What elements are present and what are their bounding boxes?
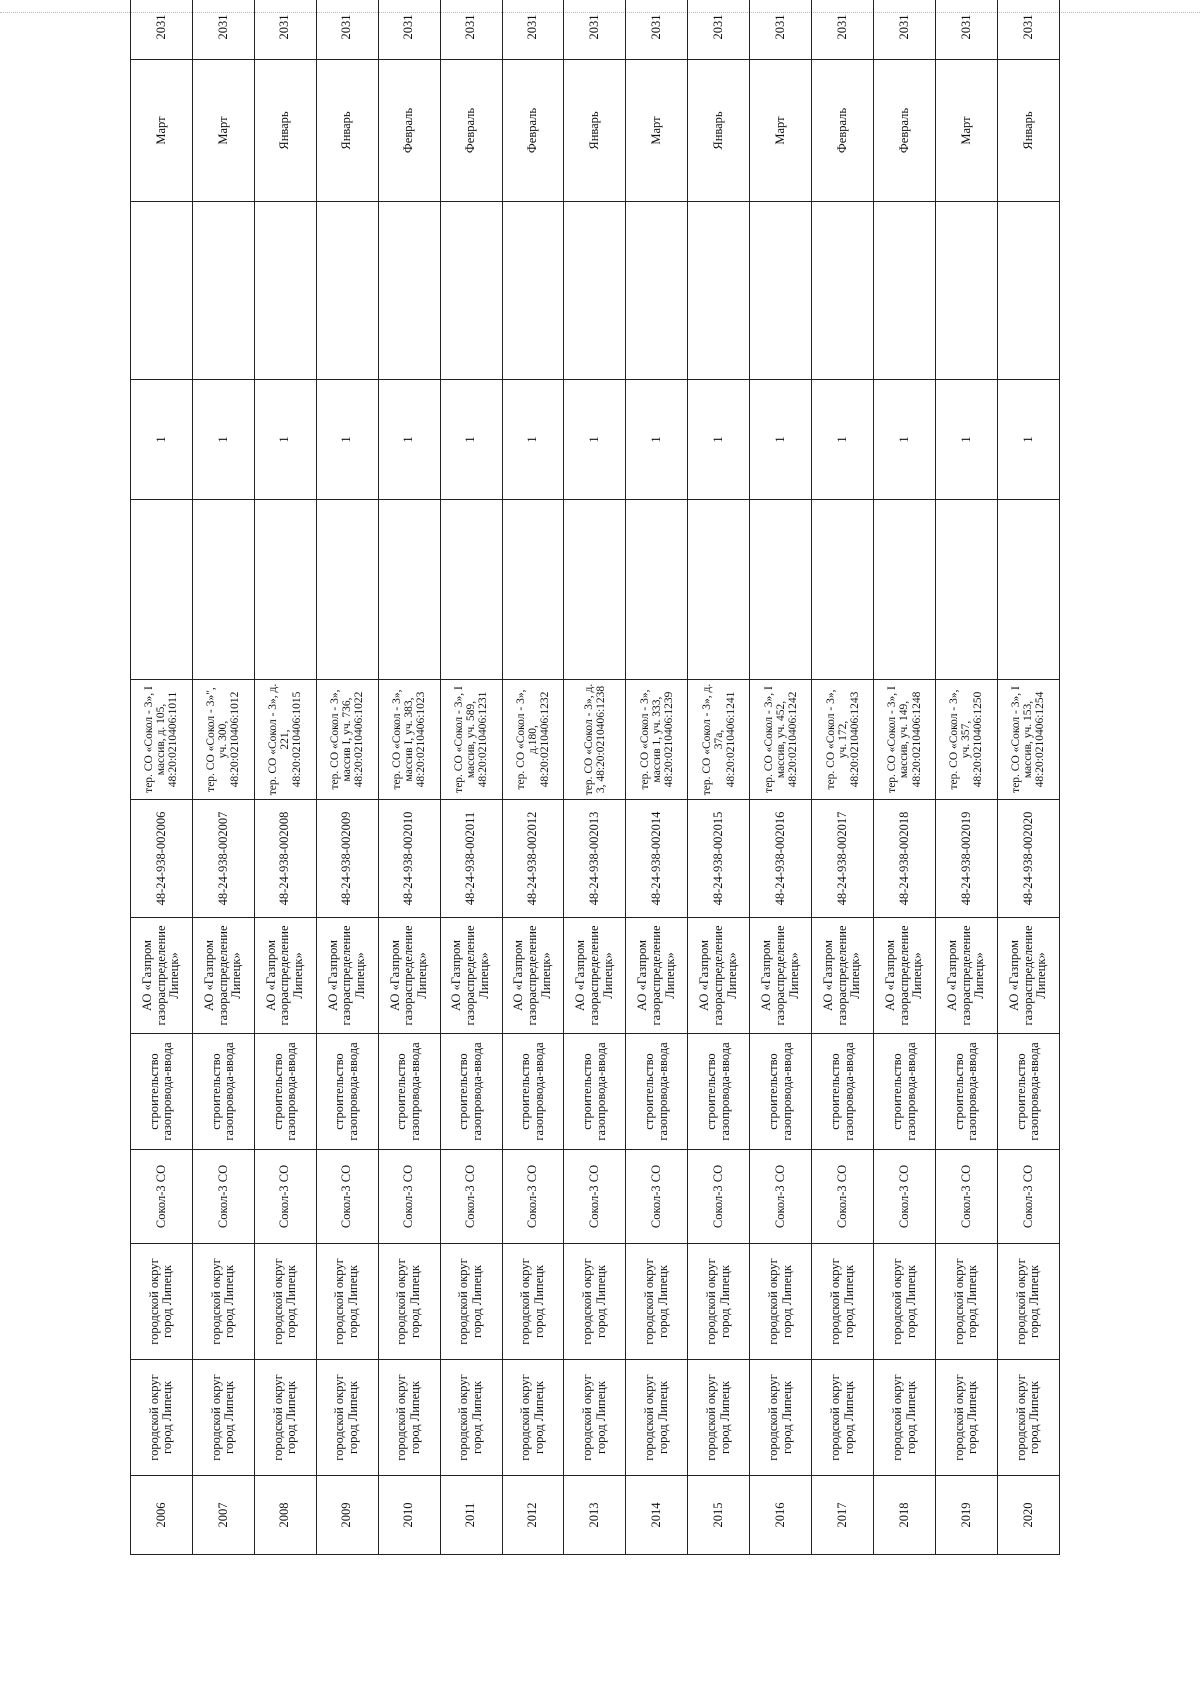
table-row — [564, 0, 626, 1555]
cell-d1: городской округ город Липецк — [750, 1360, 812, 1476]
cell-org: АО «Газпром газораспределение Липецк» — [812, 918, 874, 1034]
cell-code: 48-24-938-002011 — [440, 800, 502, 918]
cell-empty — [564, 500, 626, 680]
cell-addr: тер. СО «Сокол - 3», д.180, 48:20:0210406:1232 — [502, 680, 564, 800]
cell-code: 48-24-938-002006 — [131, 800, 193, 918]
cell-d2: городской округ город Липецк — [564, 1244, 626, 1360]
cell-d2: городской округ город Липецк — [626, 1244, 688, 1360]
cell-year: 2031 — [502, 0, 564, 60]
table-row — [750, 0, 812, 1555]
cell-work: строительство газопровода-ввода — [688, 1034, 750, 1150]
cell-year: 2031 — [131, 0, 193, 60]
cell-qty: 1 — [502, 380, 564, 500]
cell-so: Сокол-3 СО — [564, 1150, 626, 1244]
cell-qty: 1 — [254, 380, 316, 500]
cell-empty — [874, 500, 936, 680]
cell-code: 48-24-938-002015 — [688, 800, 750, 918]
cell-qty: 1 — [935, 380, 997, 500]
cell-d1: городской округ город Липецк — [131, 1360, 193, 1476]
cell-code: 48-24-938-002012 — [502, 800, 564, 918]
cell-work: строительство газопровода-ввода — [935, 1034, 997, 1150]
cell-num: 2018 — [874, 1476, 936, 1555]
cell-empty — [131, 500, 193, 680]
cell-empty — [750, 500, 812, 680]
cell-addr: тер. СО «Сокол - 3», I массив, уч. 153, 48:20:0210406:1254 — [997, 680, 1059, 800]
cell-d1: городской округ город Липецк — [935, 1360, 997, 1476]
cell-addr: тер. СО «Сокол - 3», д. 37а, 48:20:0210406:1241 — [688, 680, 750, 800]
cell-blank — [750, 202, 812, 380]
cell-org: АО «Газпром газораспределение Липецк» — [254, 918, 316, 1034]
cell-blank — [254, 202, 316, 380]
cell-d2: городской округ город Липецк — [874, 1244, 936, 1360]
cell-d1: городской округ город Липецк — [316, 1360, 378, 1476]
table-row — [378, 0, 440, 1555]
cell-so: Сокол-3 СО — [812, 1150, 874, 1244]
cell-org: АО «Газпром газораспределение Липецк» — [440, 918, 502, 1034]
cell-d1: городской округ город Липецк — [254, 1360, 316, 1476]
cell-d1: городской округ город Липецк — [874, 1360, 936, 1476]
cell-year: 2031 — [316, 0, 378, 60]
cell-month: Январь — [688, 60, 750, 202]
cell-empty — [812, 500, 874, 680]
cell-so: Сокол-3 СО — [502, 1150, 564, 1244]
cell-month: Январь — [316, 60, 378, 202]
cell-year: 2031 — [564, 0, 626, 60]
cell-qty: 1 — [750, 380, 812, 500]
cell-d2: городской округ город Липецк — [131, 1244, 193, 1360]
cell-month: Февраль — [502, 60, 564, 202]
cell-year: 2031 — [440, 0, 502, 60]
cell-code: 48-24-938-002008 — [254, 800, 316, 918]
cell-so: Сокол-3 СО — [192, 1150, 254, 1244]
cell-org: АО «Газпром газораспределение Липецк» — [564, 918, 626, 1034]
cell-empty — [316, 500, 378, 680]
cell-work: строительство газопровода-ввода — [812, 1034, 874, 1150]
cell-month: Февраль — [378, 60, 440, 202]
cell-num: 2020 — [997, 1476, 1059, 1555]
cell-so: Сокол-3 СО — [688, 1150, 750, 1244]
cell-d2: городской округ город Липецк — [192, 1244, 254, 1360]
cell-org: АО «Газпром газораспределение Липецк» — [378, 918, 440, 1034]
cell-qty: 1 — [688, 380, 750, 500]
cell-blank — [874, 202, 936, 380]
cell-empty — [997, 500, 1059, 680]
cell-d2: городской округ город Липецк — [688, 1244, 750, 1360]
cell-empty — [378, 500, 440, 680]
cell-work: строительство газопровода-ввода — [440, 1034, 502, 1150]
cell-addr: тер. СО «Сокол - 3», массив I, уч. 383, 48:20:0210406:1023 — [378, 680, 440, 800]
cell-work: строительство газопровода-ввода — [192, 1034, 254, 1150]
cell-org: АО «Газпром газораспределение Липецк» — [874, 918, 936, 1034]
cell-num: 2017 — [812, 1476, 874, 1555]
cell-num: 2016 — [750, 1476, 812, 1555]
cell-month: Март — [192, 60, 254, 202]
cell-org: АО «Газпром газораспределение Липецк» — [131, 918, 193, 1034]
cell-qty: 1 — [131, 380, 193, 500]
cell-month: Январь — [997, 60, 1059, 202]
cell-code: 48-24-938-002014 — [626, 800, 688, 918]
cell-work: строительство газопровода-ввода — [378, 1034, 440, 1150]
cell-num: 2006 — [131, 1476, 193, 1555]
cell-code: 48-24-938-002009 — [316, 800, 378, 918]
cell-num: 2011 — [440, 1476, 502, 1555]
cell-d2: городской округ город Липецк — [812, 1244, 874, 1360]
cell-month: Март — [626, 60, 688, 202]
cell-blank — [440, 202, 502, 380]
cell-num: 2012 — [502, 1476, 564, 1555]
cell-d2: городской округ город Липецк — [502, 1244, 564, 1360]
cell-d2: городской округ город Липецк — [440, 1244, 502, 1360]
cell-month: Март — [750, 60, 812, 202]
cell-addr: тер. СО «Сокол - 3», I массив, уч. 452, 48:20:0210406:1242 — [750, 680, 812, 800]
table-row — [502, 0, 564, 1555]
cell-d2: городской округ город Липецк — [997, 1244, 1059, 1360]
cell-org: АО «Газпром газораспределение Липецк» — [192, 918, 254, 1034]
cell-empty — [192, 500, 254, 680]
cell-qty: 1 — [874, 380, 936, 500]
cell-d1: городской округ город Липецк — [812, 1360, 874, 1476]
cell-d1: городской округ город Липецк — [997, 1360, 1059, 1476]
cell-org: АО «Газпром газораспределение Липецк» — [502, 918, 564, 1034]
cell-year: 2031 — [874, 0, 936, 60]
cell-addr: тер. СО «Сокол - 3», д. 3, 48:20:0210406:1238 — [564, 680, 626, 800]
table-body — [131, 0, 1060, 1555]
cell-d1: городской округ город Липецк — [192, 1360, 254, 1476]
cell-month: Март — [935, 60, 997, 202]
cell-d2: городской округ город Липецк — [316, 1244, 378, 1360]
table-row — [874, 0, 936, 1555]
cell-addr: тер. СО «Сокол - 3», массив I, уч. 736, 48:20:0210406:1022 — [316, 680, 378, 800]
cell-year: 2031 — [997, 0, 1059, 60]
cell-d1: городской округ город Липецк — [626, 1360, 688, 1476]
table-row — [997, 0, 1059, 1555]
cell-num: 2009 — [316, 1476, 378, 1555]
cell-addr: тер. СО «Сокол - 3»", уч. 300, 48:20:0210406:1012 — [192, 680, 254, 800]
cell-empty — [935, 500, 997, 680]
rotated-page — [130, 0, 1060, 1555]
table-row — [688, 0, 750, 1555]
cell-addr: тер. СО «Сокол - 3», I массив, д. 105, 48:20:0210406:1011 — [131, 680, 193, 800]
cell-d2: городской округ город Липецк — [378, 1244, 440, 1360]
cell-empty — [626, 500, 688, 680]
cell-code: 48-24-938-002010 — [378, 800, 440, 918]
cell-code: 48-24-938-002018 — [874, 800, 936, 918]
cell-num: 2013 — [564, 1476, 626, 1555]
cell-so: Сокол-3 СО — [935, 1150, 997, 1244]
cell-num: 2010 — [378, 1476, 440, 1555]
cell-work: строительство газопровода-ввода — [626, 1034, 688, 1150]
cell-blank — [688, 202, 750, 380]
cell-addr: тер. СО «Сокол - 3», массив 1, уч. 333, 48:20:0210406:1239 — [626, 680, 688, 800]
cell-d1: городской округ город Липецк — [564, 1360, 626, 1476]
cell-work: строительство газопровода-ввода — [131, 1034, 193, 1150]
table-row — [626, 0, 688, 1555]
cell-empty — [254, 500, 316, 680]
cell-so: Сокол-3 СО — [254, 1150, 316, 1244]
cell-so: Сокол-3 СО — [440, 1150, 502, 1244]
cell-month: Февраль — [440, 60, 502, 202]
cell-num: 2007 — [192, 1476, 254, 1555]
cell-qty: 1 — [626, 380, 688, 500]
table-row — [192, 0, 254, 1555]
cell-d2: городской округ город Липецк — [935, 1244, 997, 1360]
cell-addr: тер. СО «Сокол - 3», уч. 172, 48:20:0210406:1243 — [812, 680, 874, 800]
cell-month: Январь — [564, 60, 626, 202]
cell-blank — [131, 202, 193, 380]
cell-empty — [688, 500, 750, 680]
cell-so: Сокол-3 СО — [626, 1150, 688, 1244]
cell-year: 2031 — [935, 0, 997, 60]
cell-qty: 1 — [378, 380, 440, 500]
cell-empty — [440, 500, 502, 680]
cell-so: Сокол-3 СО — [874, 1150, 936, 1244]
cell-year: 2031 — [688, 0, 750, 60]
cell-work: строительство газопровода-ввода — [997, 1034, 1059, 1150]
cell-so: Сокол-3 СО — [750, 1150, 812, 1244]
cell-empty — [502, 500, 564, 680]
table-row — [316, 0, 378, 1555]
cell-code: 48-24-938-002007 — [192, 800, 254, 918]
cell-so: Сокол-3 СО — [131, 1150, 193, 1244]
cell-month: Март — [131, 60, 193, 202]
cell-qty: 1 — [997, 380, 1059, 500]
cell-org: АО «Газпром газораспределение Липецк» — [688, 918, 750, 1034]
table-row — [254, 0, 316, 1555]
cell-work: строительство газопровода-ввода — [564, 1034, 626, 1150]
cell-blank — [316, 202, 378, 380]
cell-org: АО «Газпром газораспределение Липецк» — [626, 918, 688, 1034]
cell-blank — [626, 202, 688, 380]
cell-qty: 1 — [812, 380, 874, 500]
cell-num: 2008 — [254, 1476, 316, 1555]
cell-addr: тер. СО «Сокол - 3», уч. 357, 48:20:0210406:1250 — [935, 680, 997, 800]
cell-year: 2031 — [254, 0, 316, 60]
cell-num: 2014 — [626, 1476, 688, 1555]
cell-num: 2015 — [688, 1476, 750, 1555]
cell-so: Сокол-3 СО — [378, 1150, 440, 1244]
cell-so: Сокол-3 СО — [316, 1150, 378, 1244]
cell-year: 2031 — [750, 0, 812, 60]
cell-d1: городской округ город Липецк — [688, 1360, 750, 1476]
cell-org: АО «Газпром газораспределение Липецк» — [935, 918, 997, 1034]
table-row — [935, 0, 997, 1555]
cell-year: 2031 — [812, 0, 874, 60]
cell-work: строительство газопровода-ввода — [874, 1034, 936, 1150]
cell-qty: 1 — [192, 380, 254, 500]
cell-code: 48-24-938-002016 — [750, 800, 812, 918]
cell-work: строительство газопровода-ввода — [502, 1034, 564, 1150]
cell-code: 48-24-938-002019 — [935, 800, 997, 918]
cell-code: 48-24-938-002013 — [564, 800, 626, 918]
cell-work: строительство газопровода-ввода — [750, 1034, 812, 1150]
cell-qty: 1 — [564, 380, 626, 500]
cell-addr: тер. СО «Сокол - 3», I массив, уч. 149, 48:20:0210406:1248 — [874, 680, 936, 800]
cell-blank — [997, 202, 1059, 380]
gas-connection-table — [130, 0, 1060, 1555]
cell-d2: городской округ город Липецк — [750, 1244, 812, 1360]
cell-org: АО «Газпром газораспределение Липецк» — [997, 918, 1059, 1034]
cell-blank — [812, 202, 874, 380]
cell-month: Январь — [254, 60, 316, 202]
cell-d1: городской округ город Липецк — [440, 1360, 502, 1476]
cell-blank — [192, 202, 254, 380]
cell-org: АО «Газпром газораспределение Липецк» — [316, 918, 378, 1034]
cell-addr: тер. СО «Сокол - 3», д. 221, 48:20:0210406:1015 — [254, 680, 316, 800]
cell-blank — [935, 202, 997, 380]
cell-month: Февраль — [812, 60, 874, 202]
cell-year: 2031 — [378, 0, 440, 60]
cell-qty: 1 — [316, 380, 378, 500]
table-row — [440, 0, 502, 1555]
cell-blank — [378, 202, 440, 380]
cell-blank — [502, 202, 564, 380]
cell-d2: городской округ город Липецк — [254, 1244, 316, 1360]
cell-addr: тер. СО «Сокол - 3», I массив, уч. 589, 48:20:0210406:1231 — [440, 680, 502, 800]
cell-month: Февраль — [874, 60, 936, 202]
cell-d1: городской округ город Липецк — [378, 1360, 440, 1476]
cell-work: строительство газопровода-ввода — [316, 1034, 378, 1150]
cell-blank — [564, 202, 626, 380]
cell-num: 2019 — [935, 1476, 997, 1555]
cell-org: АО «Газпром газораспределение Липецк» — [750, 918, 812, 1034]
cell-qty: 1 — [440, 380, 502, 500]
table-row — [131, 0, 193, 1555]
cell-so: Сокол-3 СО — [997, 1150, 1059, 1244]
cell-d1: городской округ город Липецк — [502, 1360, 564, 1476]
cell-code: 48-24-938-002017 — [812, 800, 874, 918]
table-row — [812, 0, 874, 1555]
cell-year: 2031 — [192, 0, 254, 60]
cell-code: 48-24-938-002020 — [997, 800, 1059, 918]
cell-work: строительство газопровода-ввода — [254, 1034, 316, 1150]
cell-year: 2031 — [626, 0, 688, 60]
